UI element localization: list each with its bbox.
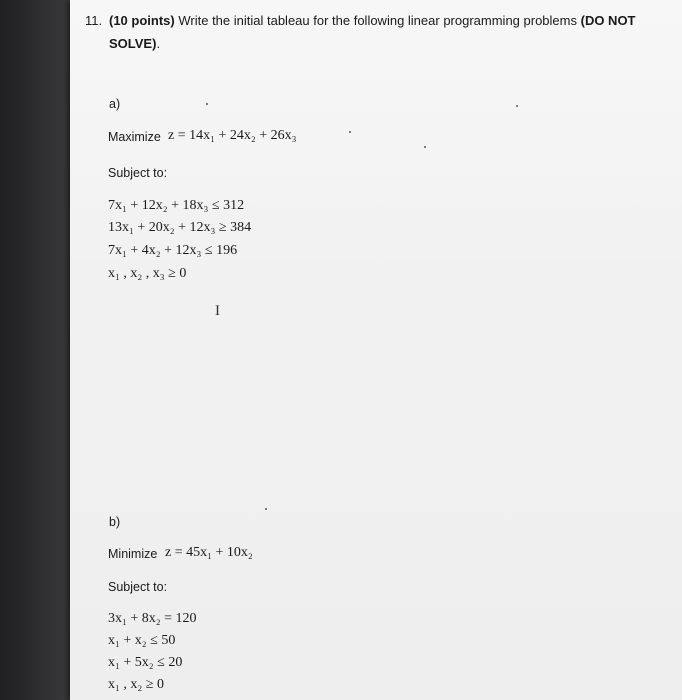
part-b-label: b) [109, 515, 121, 529]
paper-speck [265, 508, 267, 510]
question-period: . [156, 36, 161, 51]
part-a-constraint-1: 7x₁ + 12x₂ + 18x₃ ≤ 312 [108, 198, 245, 213]
question-line-2 [109, 36, 160, 51]
part-a-objective-prefix: Maximize [108, 130, 161, 144]
part-a-subject-to: Subject to: [108, 166, 168, 180]
question-line-1 [109, 13, 636, 28]
question-note-2: SOLVE) [109, 36, 157, 51]
part-b-constraint-3: x₁ + 5x₂ ≤ 20 [108, 655, 183, 670]
question-number: 11. [85, 13, 103, 28]
part-b-nonnegativity: x₁ , x₂ ≥ 0 [108, 677, 164, 692]
question-text: Write the initial tableau for the following linear programming problems [178, 13, 577, 28]
background-edge [0, 0, 70, 700]
paper-speck [349, 131, 351, 133]
text-cursor-icon: I [215, 303, 220, 319]
part-b-constraint-1: 3x₁ + 8x₂ = 120 [108, 611, 197, 626]
part-a-constraint-3: 7x₁ + 4x₂ + 12x₃ ≤ 196 [108, 243, 238, 258]
part-a-nonnegativity: x₁ , x₂ , x₃ ≥ 0 [108, 266, 187, 281]
question-note-1: (DO NOT [580, 13, 636, 28]
part-a-label: a) [109, 97, 121, 111]
part-a-objective: z = 14x₁ + 24x₂ + 26x₃ [168, 128, 297, 143]
part-b-constraint-2: x₁ + x₂ ≤ 50 [108, 633, 176, 648]
paper-speck [424, 146, 426, 148]
document-page [70, 0, 682, 700]
question-points: (10 points) [109, 13, 175, 28]
part-b-subject-to: Subject to: [108, 580, 168, 594]
paper-speck [206, 103, 208, 105]
part-b-objective-prefix: Minimize [108, 547, 158, 561]
part-a-constraint-2: 13x₁ + 20x₂ + 12x₃ ≥ 384 [108, 220, 252, 235]
part-b-objective: z = 45x₁ + 10x₂ [165, 545, 253, 560]
paper-speck [516, 105, 518, 107]
